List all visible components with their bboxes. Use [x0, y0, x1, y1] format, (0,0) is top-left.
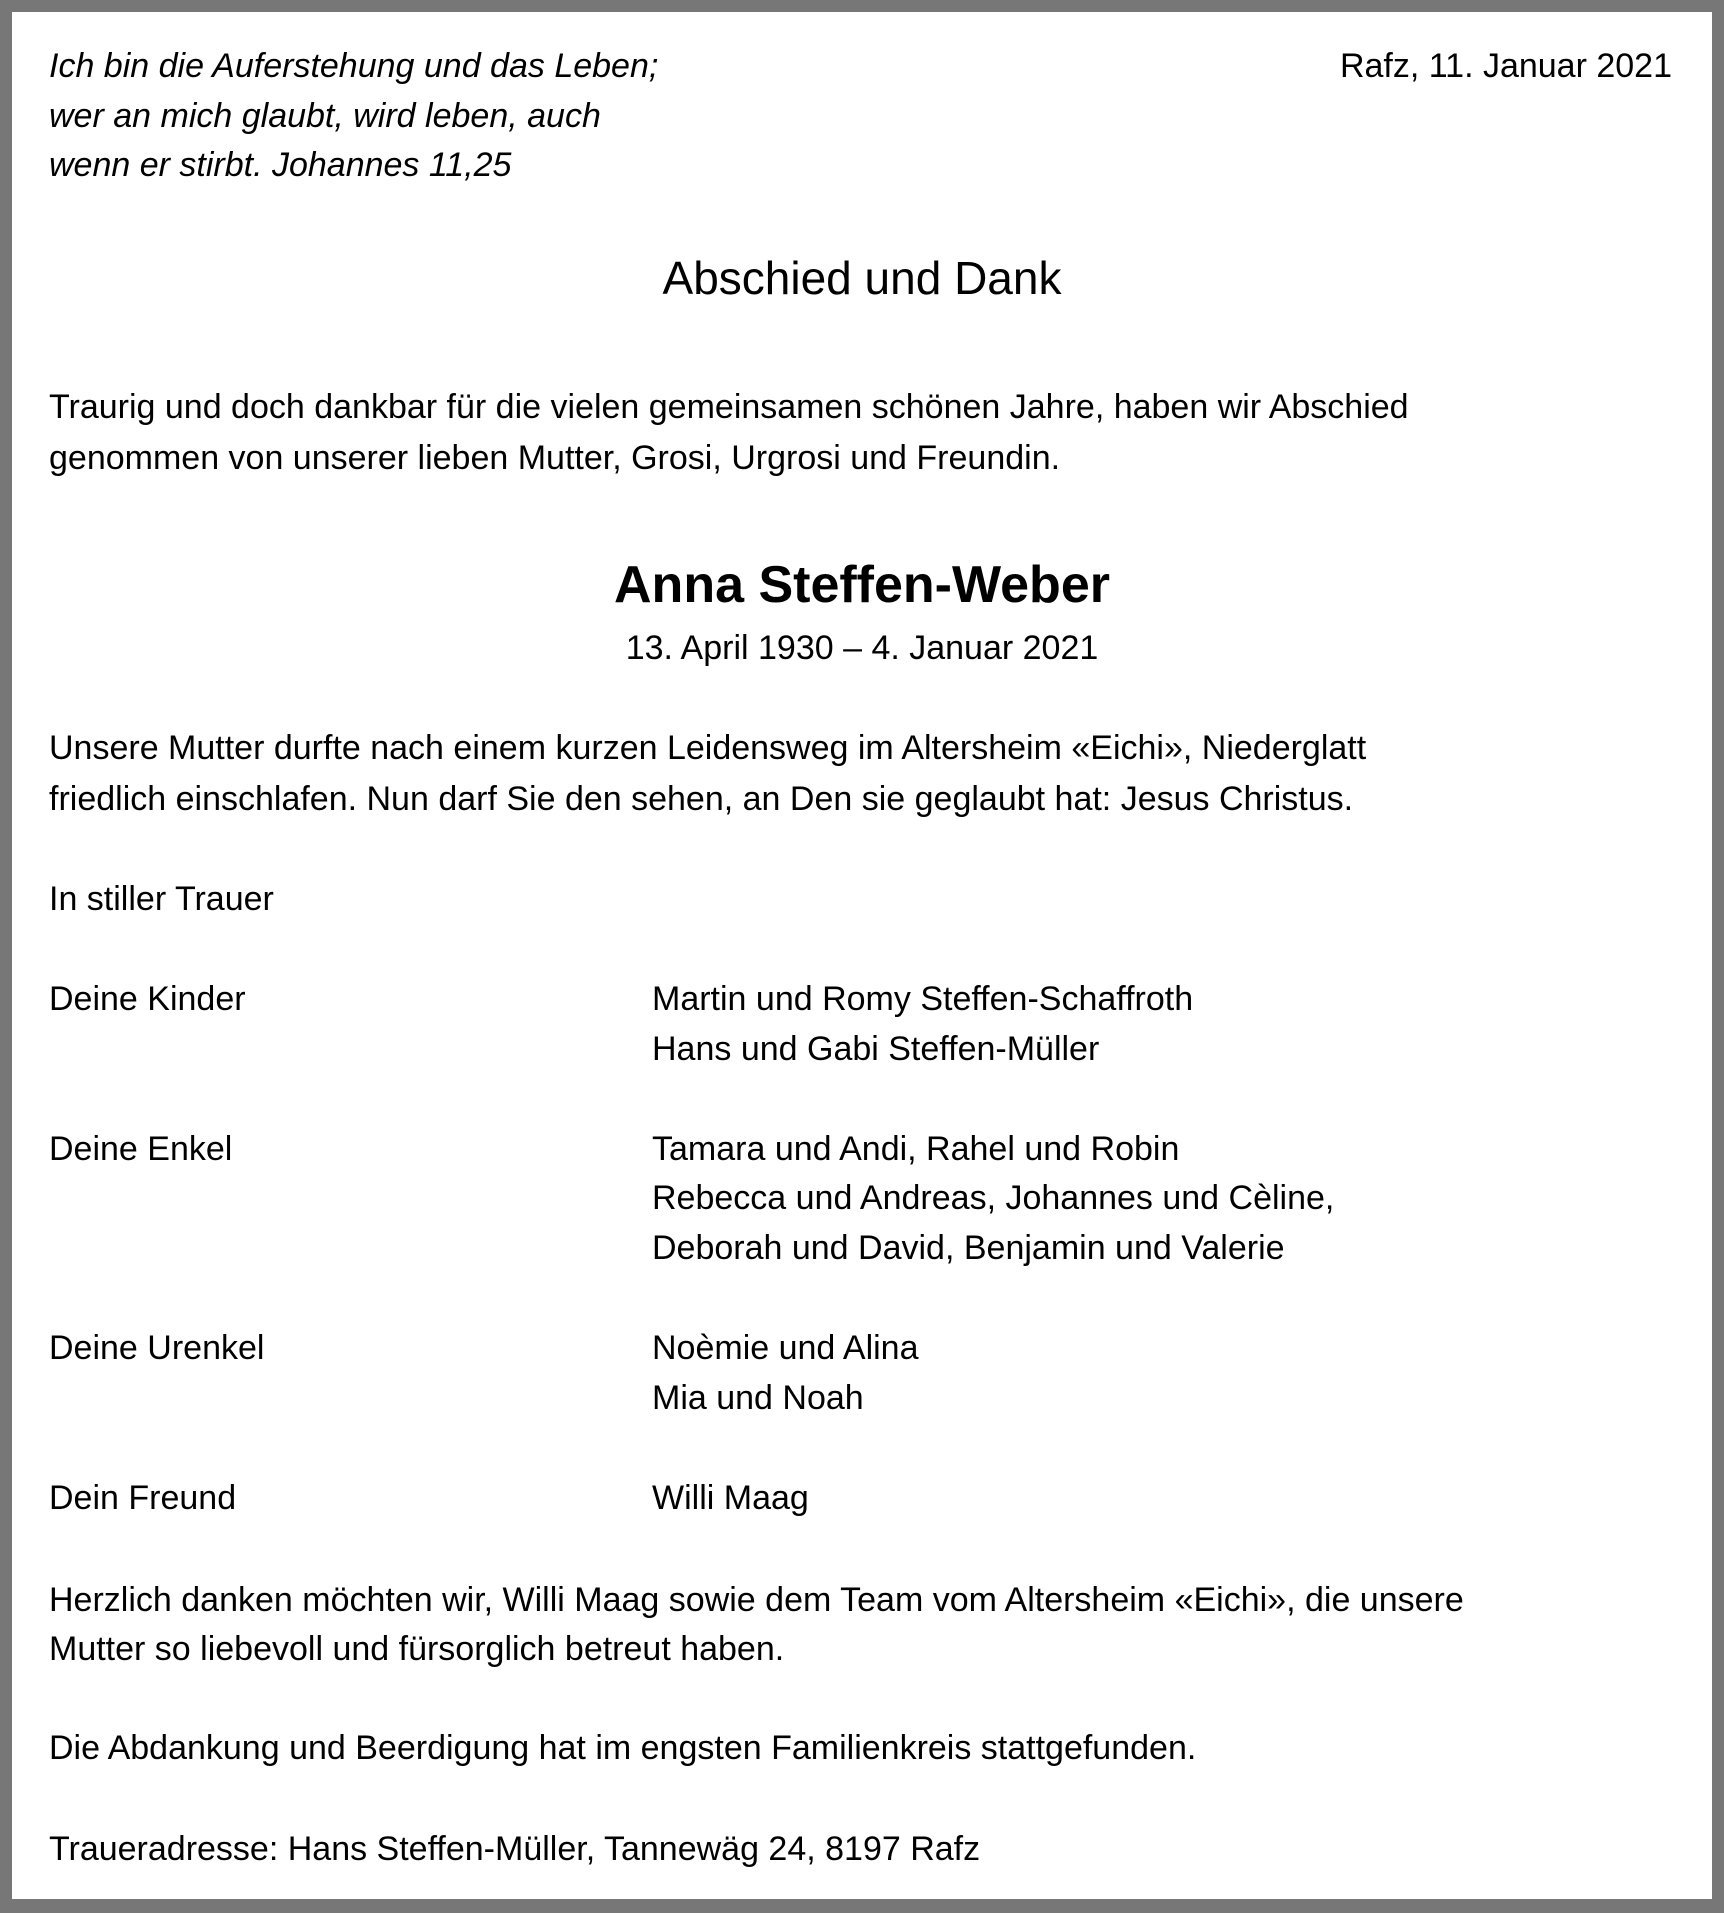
- mourner-group-label: Deine Urenkel: [49, 1329, 265, 1367]
- life-dates: 13. April 1930 – 4. Januar 2021: [625, 629, 1099, 667]
- mourner-names-line: Martin und Romy Steffen-Schaffroth: [652, 980, 1194, 1018]
- mourner-names-line: Willi Maag: [652, 1479, 809, 1517]
- passing-text-line: Unsere Mutter durfte nach einem kurzen Leidensweg im Altersheim «Eichi», Niederglatt: [49, 729, 1367, 767]
- thanks-text-line: Herzlich danken möchten wir, Willi Maag sowie dem Team vom Altersheim «Eichi», die unsere: [49, 1581, 1464, 1619]
- mourner-names-line: Noèmie und Alina: [652, 1329, 919, 1367]
- mourner-group-label: Deine Enkel: [49, 1130, 233, 1168]
- place-date: Rafz, 11. Januar 2021: [1339, 47, 1672, 85]
- notice-heading: Abschied und Dank: [662, 252, 1062, 304]
- mourner-names-line: Deborah und David, Benjamin und Valerie: [652, 1229, 1285, 1267]
- thanks-text-line: Mutter so liebevoll und fürsorglich betreut haben.: [49, 1630, 785, 1668]
- mourner-names-line: Hans und Gabi Steffen-Müller: [652, 1030, 1100, 1068]
- obituary-page: [12, 12, 1712, 1899]
- intro-text-line: genommen von unserer lieben Mutter, Grosi, Urgrosi und Freundin.: [49, 439, 1061, 477]
- mourner-group-label: Deine Kinder: [49, 980, 246, 1018]
- bible-quote-line: Ich bin die Auferstehung und das Leben;: [49, 47, 659, 85]
- mourner-names-line: Rebecca und Andreas, Johannes und Cèline,: [652, 1179, 1335, 1217]
- intro-text-line: Traurig und doch dankbar für die vielen gemeinsamen schönen Jahre, haben wir Abschied: [49, 388, 1409, 426]
- deceased-name: Anna Steffen-Weber: [614, 556, 1110, 614]
- mourner-names-line: Tamara und Andi, Rahel und Robin: [652, 1130, 1180, 1168]
- mourning-intro: In stiller Trauer: [49, 880, 274, 918]
- ceremony-text: Die Abdankung und Beerdigung hat im engsten Familienkreis stattgefunden.: [49, 1729, 1197, 1767]
- passing-text-line: friedlich einschlafen. Nun darf Sie den sehen, an Den sie geglaubt hat: Jesus Christus.: [49, 780, 1354, 818]
- bible-quote-line: wenn er stirbt. Johannes 11,25: [49, 146, 512, 184]
- mourner-group-label: Dein Freund: [49, 1479, 237, 1517]
- mourner-names-line: Mia und Noah: [652, 1379, 864, 1417]
- bible-quote-line: wer an mich glaubt, wird leben, auch: [49, 97, 601, 135]
- mourning-address: Traueradresse: Hans Steffen-Müller, Tannewäg 24, 8197 Rafz: [49, 1830, 981, 1868]
